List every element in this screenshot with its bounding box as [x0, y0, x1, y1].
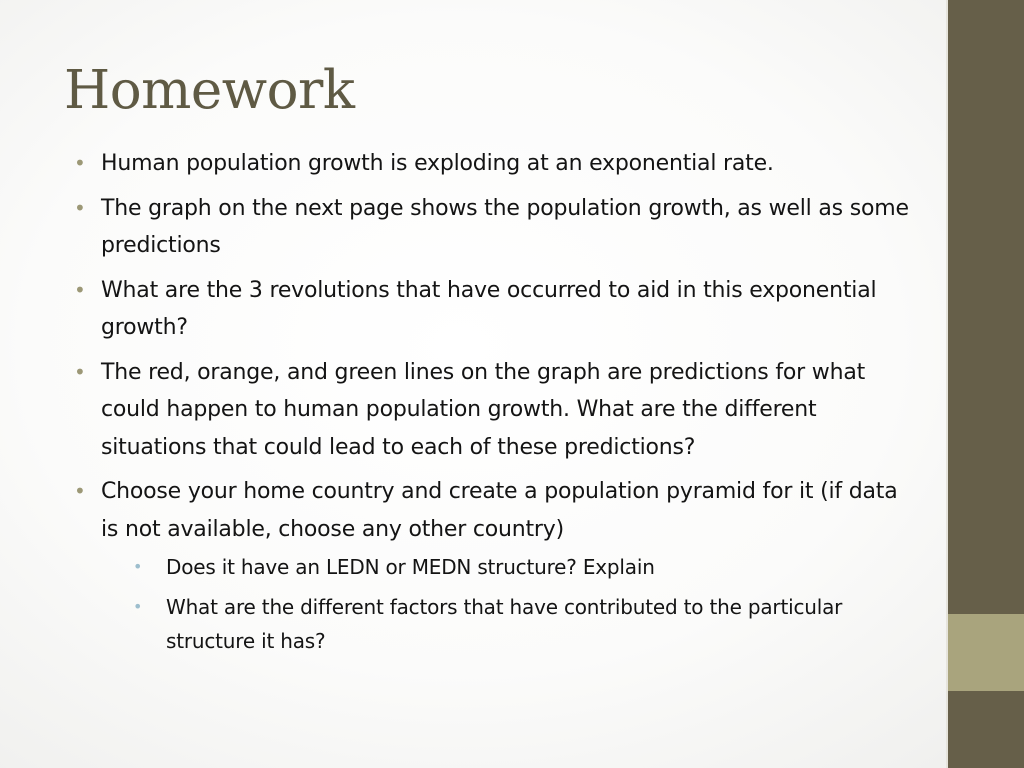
bullet-item [74, 272, 914, 347]
sub-bullet-item [133, 550, 914, 584]
sub-bullet-text: What are the different factors that have contributed to the particular structure it has? [166, 595, 843, 653]
bullet-icon: • [74, 277, 86, 302]
sub-bullet-icon: • [133, 557, 143, 576]
bullet-item [74, 354, 914, 467]
bullet-item [74, 145, 914, 183]
bullet-list [74, 145, 914, 658]
sub-bullet-icon: • [133, 597, 143, 616]
bullet-text: The graph on the next page shows the population growth, as well as some predictions [101, 195, 909, 258]
bullet-icon: • [74, 195, 86, 220]
slide-content [74, 145, 914, 665]
sidebar-accent-block [948, 614, 1024, 691]
bullet-icon: • [74, 479, 86, 503]
bullet-text: What are the 3 revolutions that have occurred to aid in this exponential growth? [101, 277, 877, 340]
sub-bullet-text: Does it have an LEDN or MEDN structure? Explain [166, 555, 655, 579]
sub-bullet-list [101, 550, 914, 658]
sub-bullet-item [133, 590, 914, 658]
bullet-text: Human population growth is exploding at an exponential rate. [101, 151, 774, 176]
slide-title: Homework [64, 60, 355, 121]
bullet-icon: • [74, 359, 86, 384]
bullet-item [74, 473, 914, 658]
bullet-text: Choose your home country and create a population pyramid for it (if data is not available, choose any other country) [101, 479, 898, 542]
bullet-text: The red, orange, and green lines on the graph are predictions for what could happen to human population growth. What are the different situations that could lead to each of these predictions? [101, 359, 866, 460]
bullet-item [74, 190, 914, 265]
bullet-icon: • [74, 151, 86, 175]
